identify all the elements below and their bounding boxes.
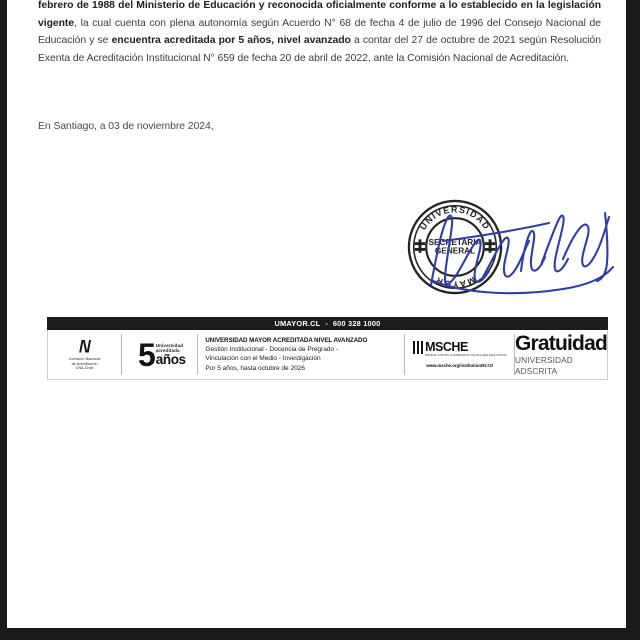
cna-caption-line-3: CNA-Chile bbox=[75, 366, 94, 371]
gratuidad-logo bbox=[515, 330, 607, 379]
gratuidad-title: Gratuidad bbox=[515, 331, 607, 355]
footer-logo-panels bbox=[47, 330, 608, 380]
msche-logo bbox=[405, 330, 514, 379]
document-body bbox=[38, 0, 601, 67]
cna-logo bbox=[48, 330, 121, 379]
accreditation-years-badge bbox=[122, 330, 197, 379]
accreditation-heading: UNIVERSIDAD MAYOR ACREDITADA NIVEL AVANZADO bbox=[205, 337, 368, 345]
footer-website: UMAYOR.CL bbox=[274, 319, 321, 328]
accreditation-line-1: Gestión Institucional - Docencia de Pregrado - bbox=[205, 346, 338, 354]
footer-banner bbox=[47, 317, 608, 380]
msche-bars-icon bbox=[413, 341, 424, 354]
footer-phone: 600 328 1000 bbox=[332, 319, 381, 328]
frame-bar-bottom bbox=[0, 628, 640, 640]
msche-name: MSCHE bbox=[425, 340, 468, 355]
msche-url: www.msche.org/institution/9172/ bbox=[426, 362, 493, 368]
seal-bottom-text: MAYOR bbox=[433, 274, 477, 290]
msche-wordmark bbox=[413, 341, 507, 358]
frame-bar-left bbox=[0, 0, 7, 640]
certificate-paragraph bbox=[38, 0, 601, 67]
cna-caption-line-1: Comisión Nacional bbox=[68, 357, 101, 362]
seal-top-text: UNIVERSIDAD bbox=[417, 204, 493, 232]
footer-separator: - bbox=[325, 319, 328, 328]
seal-center-line-2: GENERAL bbox=[434, 246, 476, 256]
accreditation-line-3: Por 5 años, hasta octubre de 2026 bbox=[205, 364, 305, 372]
seal-center-line-1: SECRETARIA bbox=[428, 238, 482, 248]
paragraph-run-4: a contar del 27 de octubre de 2021 según Resolución Exenta de Acreditación Institucional N° 659 de fecha 20 de abril de 2022, ante la Comisión Nacional de Acreditación. bbox=[38, 35, 601, 64]
accreditation-line-2: Vinculación con el Medio - Investigación bbox=[205, 355, 321, 363]
accreditation-badge-small-line-2: acreditada bbox=[155, 348, 180, 353]
accreditation-years-number: 5 bbox=[137, 336, 154, 373]
document-page bbox=[7, 0, 626, 628]
accreditation-badge-small-line-1: Universidad bbox=[155, 342, 184, 348]
frame-bar-right bbox=[626, 0, 640, 640]
date-line: En Santiago, a 03 de noviembre 2024, bbox=[38, 121, 214, 132]
accreditation-details bbox=[198, 330, 404, 379]
accreditation-years-text bbox=[156, 343, 186, 367]
paragraph-run-bold-1: febrero de 1988 del Ministerio de Educación y reconocida oficialmente conforme a lo establecido en la legislación vigente bbox=[38, 0, 601, 29]
msche-text-group bbox=[425, 341, 507, 358]
msche-subtitle: MIDDLE STATES COMMISSION ON HIGHER EDUCATION bbox=[425, 353, 507, 358]
signature-block bbox=[403, 193, 618, 303]
paragraph-run-2: , la cual cuenta con plena autonomía según Acuerdo N° 68 de fecha 4 de julio de 1996 del Consejo Nacional de Educación y se bbox=[38, 17, 601, 47]
cna-caption-line-2: de Acreditación bbox=[71, 361, 98, 366]
footer-contact-bar bbox=[47, 317, 608, 330]
accreditation-years-word: años bbox=[155, 352, 186, 368]
handwritten-signature bbox=[423, 193, 623, 301]
cna-mark-icon: /\/ bbox=[79, 337, 91, 357]
cna-caption bbox=[69, 357, 101, 371]
paragraph-run-bold-3: encuentra acreditada por 5 años, nivel avanzado bbox=[111, 35, 351, 47]
gratuidad-subtitle: UNIVERSIDAD ADSCRITA bbox=[515, 354, 573, 376]
